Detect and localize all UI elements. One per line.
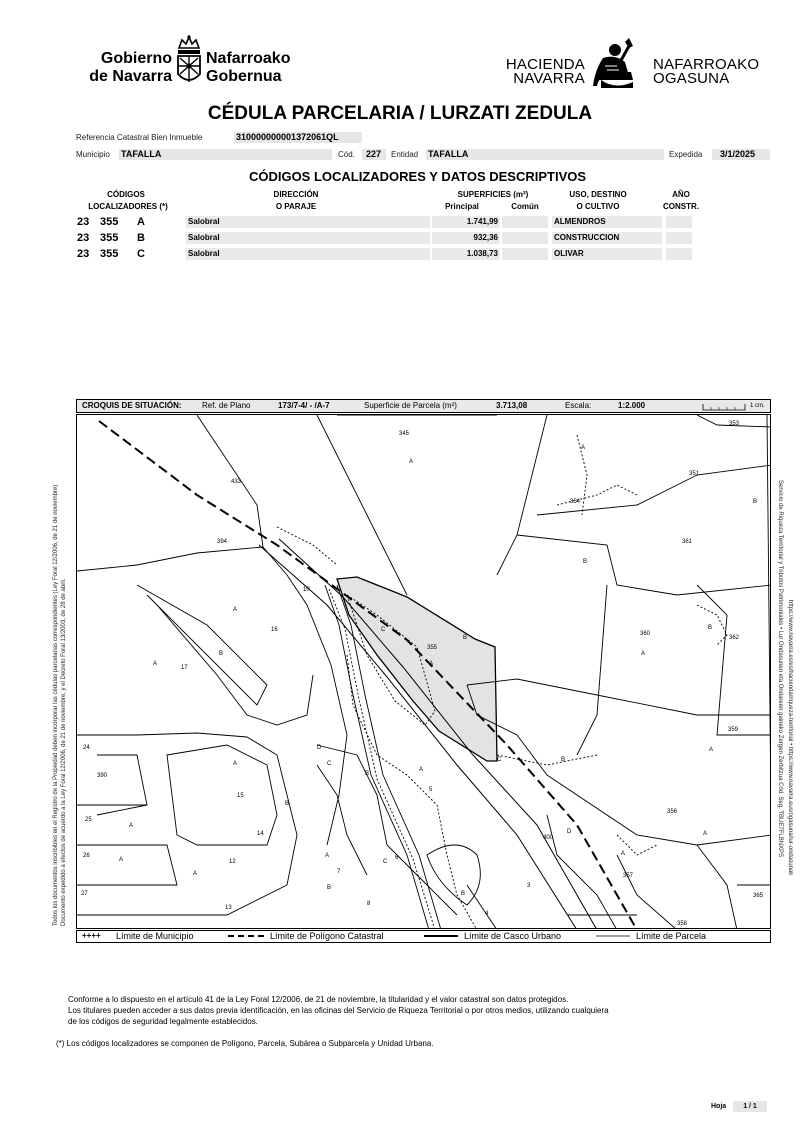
ref-label: Referencia Catastral Bien Inmueble xyxy=(76,133,203,142)
row-pol: 23 xyxy=(77,216,90,228)
expedida-value: 3/1/2025 xyxy=(720,149,756,159)
svg-text:D: D xyxy=(567,829,572,835)
parcel-label-390: 390 xyxy=(97,773,108,779)
entidad-value: TAFALLA xyxy=(428,149,469,159)
th-comun: Común xyxy=(511,202,539,211)
row-comun-bg xyxy=(502,216,548,228)
th-uso-2: O CULTIVO xyxy=(576,202,620,211)
escala-label: Escala: xyxy=(565,401,592,410)
svg-text:A: A xyxy=(709,747,714,753)
svg-text:B: B xyxy=(463,635,468,641)
th-codigos-2: LOCALIZADORES (*) xyxy=(88,202,168,211)
parcel-label-25: 25 xyxy=(85,817,92,823)
footer-note: (*) Los códigos localizadores se componen de Polígono, Parcela, Subárea o Subparcela y Unidad Urbana. xyxy=(56,1039,434,1048)
svg-text:C: C xyxy=(327,761,332,767)
logo-text-es-1: Gobierno xyxy=(100,50,172,67)
parcel-label-365: 365 xyxy=(753,893,764,899)
row-principal: 932,36 xyxy=(473,233,498,242)
row-pol: 23 xyxy=(77,248,90,260)
legend-municipio: Límite de Municipio xyxy=(116,931,194,941)
th-uso-1: USO, DESTINO xyxy=(569,190,627,199)
side-note-right-1: Servicio de Riqueza Territorial y Tributos Patrimoniales • Lur Ondasunen eta Ondareen gaineko Zergen Zerbitzua Cód. Seg. TBUE7FLBNXPS xyxy=(777,480,783,858)
superficie-label: Superficie de Parcela (m²) xyxy=(364,401,457,410)
municipio-label: Municipio xyxy=(76,150,110,159)
svg-text:B: B xyxy=(753,499,758,505)
parcel-label-5: 5 xyxy=(429,787,433,793)
parcel-label-4: 4 xyxy=(485,911,489,917)
hacienda-text-1: HACIENDA xyxy=(505,56,585,73)
row-paraje: Salobral xyxy=(188,217,220,226)
svg-text:B: B xyxy=(219,651,224,657)
legend-municipio-symbol: ++++ xyxy=(82,931,101,940)
th-principal: Principal xyxy=(445,202,479,211)
side-note-left-2: Documento expedido a efectos de acuerdo a la Ley Foral 12/2006, de 21 de noviembre, y el Decreto Foral 13/2003, de 28 de abril. xyxy=(61,578,67,926)
row-paraje: Salobral xyxy=(188,249,220,258)
parcel-label-358: 358 xyxy=(677,921,688,927)
page-number: 1 / 1 xyxy=(743,1103,757,1110)
hacienda-figure-icon xyxy=(589,36,649,90)
svg-text:D: D xyxy=(317,745,322,751)
section-title: CÓDIGOS LOCALIZADORES Y DATOS DESCRIPTIVOS xyxy=(248,169,587,184)
croquis-label: CROQUIS DE SITUACIÓN: xyxy=(82,401,182,410)
parcel-label-17: 17 xyxy=(181,665,188,671)
svg-text:B: B xyxy=(461,891,466,897)
cod-label: Cód. xyxy=(338,150,355,159)
row-paraje: Salobral xyxy=(188,233,220,242)
th-codigos-1: CÓDIGOS xyxy=(107,190,145,199)
row-ano-bg xyxy=(666,232,692,244)
svg-text:A: A xyxy=(325,853,330,859)
parcel-label-353: 353 xyxy=(729,421,740,427)
row-pol: 23 xyxy=(77,232,90,244)
svg-text:A: A xyxy=(419,767,424,773)
parcel-label-12: 12 xyxy=(229,859,236,865)
th-direccion-2: O PARAJE xyxy=(275,202,317,211)
row-ano-bg xyxy=(666,248,692,260)
legend-casco-symbol xyxy=(424,932,458,940)
svg-text:A: A xyxy=(119,857,124,863)
th-ano-2: CONSTR. xyxy=(663,202,699,211)
row-par: 355 xyxy=(100,216,119,228)
parcel-label-8: 8 xyxy=(367,901,371,907)
legend-casco: Límite de Casco Urbano xyxy=(464,931,562,941)
expedida-label: Expedida xyxy=(669,150,703,159)
svg-text:C: C xyxy=(497,757,502,763)
logo-text-eu-2: Gobernua xyxy=(206,68,282,85)
parcel-label-3: 3 xyxy=(527,883,531,889)
parcel-label-15: 15 xyxy=(237,793,244,799)
parcel-label-13: 13 xyxy=(225,905,232,911)
navarra-shield-icon xyxy=(174,34,204,88)
row-paraje-bg xyxy=(186,232,430,244)
ref-value: 310000000001372061QL xyxy=(236,132,339,142)
svg-text:A: A xyxy=(233,607,238,613)
parcel-label-362: 362 xyxy=(729,635,740,641)
row-sub: B xyxy=(137,232,145,244)
footer-text-2: Los titulares pueden acceder a sus datos previa identificación, en las oficinas del Servicio de Riqueza Territorial o por otros medios, utilizando cualquiera xyxy=(68,1006,609,1015)
row-principal: 1.741,99 xyxy=(466,217,498,226)
parcel-label-14: 14 xyxy=(257,831,264,837)
page-title: CÉDULA PARCELARIA / LURZATI ZEDULA xyxy=(207,103,593,124)
svg-text:A: A xyxy=(703,831,708,837)
parcel-label-7: 7 xyxy=(337,869,341,875)
municipio-value: TAFALLA xyxy=(121,149,162,159)
footer-text-3: de los códigos de seguridad legalmente establecidos. xyxy=(68,1017,258,1026)
row-comun-bg xyxy=(502,248,548,260)
parcel-label-359: 359 xyxy=(728,727,739,733)
parcel-label-351: 351 xyxy=(689,471,700,477)
th-superficies: SUPERFICIES (m²) xyxy=(457,190,529,199)
page-label: Hoja xyxy=(711,1103,727,1110)
row-par: 355 xyxy=(100,248,119,260)
row-sub: A xyxy=(137,216,145,228)
svg-text:A: A xyxy=(193,871,198,877)
cadastral-map xyxy=(76,414,771,929)
row-comun-bg xyxy=(502,232,548,244)
footer-text-1: Conforme a lo dispuesto en el artículo 41 de la Ley Foral 12/2006, de 21 de noviembre, la titularidad y el valor catastral son datos protegidos. xyxy=(68,995,569,1004)
th-ano-1: AÑO xyxy=(672,190,690,199)
scale-bar-icon xyxy=(702,403,746,411)
gobierno-logo xyxy=(76,48,306,88)
svg-text:C: C xyxy=(383,859,388,865)
cod-value: 227 xyxy=(366,149,382,159)
svg-text:B: B xyxy=(583,559,588,565)
legend-poligono: Límite de Polígono Catastral xyxy=(270,931,384,941)
row-paraje-bg xyxy=(186,248,430,260)
parcel-label-26: 26 xyxy=(83,853,90,859)
row-par: 355 xyxy=(100,232,119,244)
svg-text:A: A xyxy=(581,445,586,451)
row-uso: CONSTRUCCION xyxy=(554,233,620,242)
legend-poligono-symbol xyxy=(228,932,264,940)
legend-parcela: Límite de Parcela xyxy=(636,931,707,941)
side-note-right-2: https://www.navarra.es/es/hacienda/riqueza-territorial • https://www.navarra.eus/ogasuna/lur-ondasunak xyxy=(787,600,793,876)
ogasuna-text-1: NAFARROAKO xyxy=(653,56,760,73)
parcel-label-356: 356 xyxy=(667,809,678,815)
row-uso: OLIVAR xyxy=(554,249,584,258)
parcel-label-10: 10 xyxy=(303,587,310,593)
row-paraje-bg xyxy=(186,216,430,228)
svg-text:B: B xyxy=(708,625,713,631)
svg-text:B: B xyxy=(327,885,332,891)
map-drawing xyxy=(77,415,771,929)
parcel-label-361: 361 xyxy=(682,539,693,545)
parcel-label-355: 355 xyxy=(427,645,438,651)
escala-value: 1:2.000 xyxy=(618,401,646,410)
svg-text:A: A xyxy=(429,661,434,667)
svg-text:B: B xyxy=(561,757,566,763)
svg-text:A: A xyxy=(409,459,414,465)
svg-text:C: C xyxy=(381,627,386,633)
superficie-value: 3.713,08 xyxy=(496,401,528,410)
hacienda-text-2: NAVARRA xyxy=(513,70,585,87)
plano-value: 173/7-4/ - /A-7 xyxy=(278,401,330,410)
side-note-left-1: Todos los documentos inscribibles en el Registro de la Propiedad deben incorporar las cédulas parcelarias correspondientes (Ley Foral 12/2006, de 21 de noviembre) xyxy=(53,484,59,926)
parcel-label-354: 354 xyxy=(570,499,581,505)
svg-text:A: A xyxy=(621,851,626,857)
ogasuna-text-2: OGASUNA xyxy=(653,70,730,87)
logo-text-eu-1: Nafarroako xyxy=(206,50,291,67)
hacienda-logo xyxy=(505,36,765,90)
parcel-label-360: 360 xyxy=(640,631,651,637)
logo-text-es-2: de Navarra xyxy=(89,68,172,85)
parcel-label-27: 27 xyxy=(81,891,88,897)
parcel-label-345: 345 xyxy=(399,431,410,437)
parcel-label-400: 400 xyxy=(543,835,554,841)
parcel-label-433: 433 xyxy=(231,479,242,485)
parcel-label-357: 357 xyxy=(623,873,634,879)
svg-text:A: A xyxy=(641,651,646,657)
row-sub: C xyxy=(137,248,145,260)
svg-text:A: A xyxy=(233,761,238,767)
parcel-label-24: 24 xyxy=(83,745,90,751)
svg-text:B: B xyxy=(285,801,290,807)
entidad-label: Entidad xyxy=(391,150,419,159)
legend-parcela-symbol xyxy=(596,932,630,940)
th-direccion-1: DIRECCIÓN xyxy=(273,190,319,199)
svg-text:A: A xyxy=(129,823,134,829)
parcel-label-6: 6 xyxy=(395,855,399,861)
row-ano-bg xyxy=(666,216,692,228)
parcel-label-394: 394 xyxy=(217,539,228,545)
row-principal: 1.038,73 xyxy=(466,249,498,258)
svg-text:A: A xyxy=(153,661,158,667)
scale-unit: 1 cm. xyxy=(750,403,765,409)
row-uso: ALMENDROS xyxy=(554,217,606,226)
parcel-label-16: 16 xyxy=(271,627,278,633)
svg-text:B: B xyxy=(365,771,370,777)
plano-label: Ref. de Plano xyxy=(202,401,251,410)
